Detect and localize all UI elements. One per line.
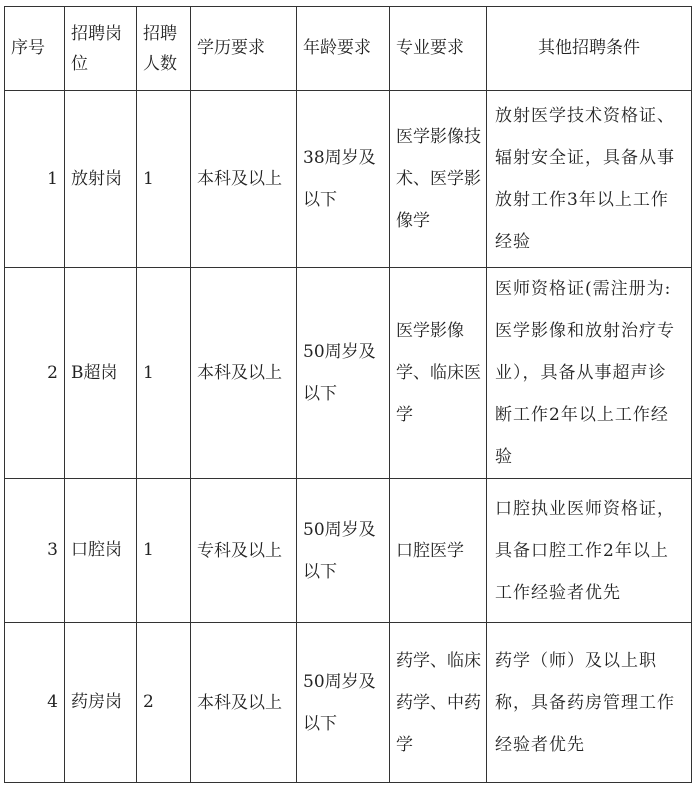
table-row <box>5 623 692 783</box>
cell-no: 1 <box>5 91 65 268</box>
cell-other: 医师资格证(需注册为:医学影像和放射治疗专业），具备从事超声诊断工作2年以上工作经验 <box>487 268 692 479</box>
cell-count: 1 <box>137 268 191 479</box>
cell-count: 1 <box>137 91 191 268</box>
cell-edu: 本科及以上 <box>191 268 297 479</box>
cell-major: 药学、临床药学、中药学 <box>390 623 487 783</box>
cell-other: 放射医学技术资格证、辐射安全证，具备从事放射工作3年以上工作经验 <box>487 91 692 268</box>
table-row <box>5 91 692 268</box>
cell-edu: 本科及以上 <box>191 623 297 783</box>
cell-edu: 本科及以上 <box>191 91 297 268</box>
cell-post: 口腔岗 <box>65 479 137 623</box>
cell-post: 放射岗 <box>65 91 137 268</box>
cell-other: 药学（师）及以上职称，具备药房管理工作经验者优先 <box>487 623 692 783</box>
cell-edu: 专科及以上 <box>191 479 297 623</box>
cell-age: 38周岁及以下 <box>297 91 390 268</box>
table-row <box>5 479 692 623</box>
header-age: 年龄要求 <box>297 7 390 91</box>
header-no: 序号 <box>5 7 65 91</box>
cell-major: 医学影像学、临床医学 <box>390 268 487 479</box>
header-major: 专业要求 <box>390 7 487 91</box>
cell-age: 50周岁及以下 <box>297 623 390 783</box>
cell-other: 口腔执业医师资格证，具备口腔工作2年以上工作经验者优先 <box>487 479 692 623</box>
cell-major: 口腔医学 <box>390 479 487 623</box>
cell-no: 2 <box>5 268 65 479</box>
header-other: 其他招聘条件 <box>487 7 692 91</box>
header-edu: 学历要求 <box>191 7 297 91</box>
cell-count: 2 <box>137 623 191 783</box>
header-row <box>5 7 692 91</box>
recruitment-table <box>4 6 692 783</box>
cell-age: 50周岁及以下 <box>297 479 390 623</box>
cell-post: 药房岗 <box>65 623 137 783</box>
header-count: 招聘人数 <box>137 7 191 91</box>
table-row <box>5 268 692 479</box>
cell-age: 50周岁及以下 <box>297 268 390 479</box>
cell-no: 3 <box>5 479 65 623</box>
cell-no: 4 <box>5 623 65 783</box>
cell-major: 医学影像技术、医学影像学 <box>390 91 487 268</box>
cell-count: 1 <box>137 479 191 623</box>
cell-post: B超岗 <box>65 268 137 479</box>
header-post: 招聘岗位 <box>65 7 137 91</box>
